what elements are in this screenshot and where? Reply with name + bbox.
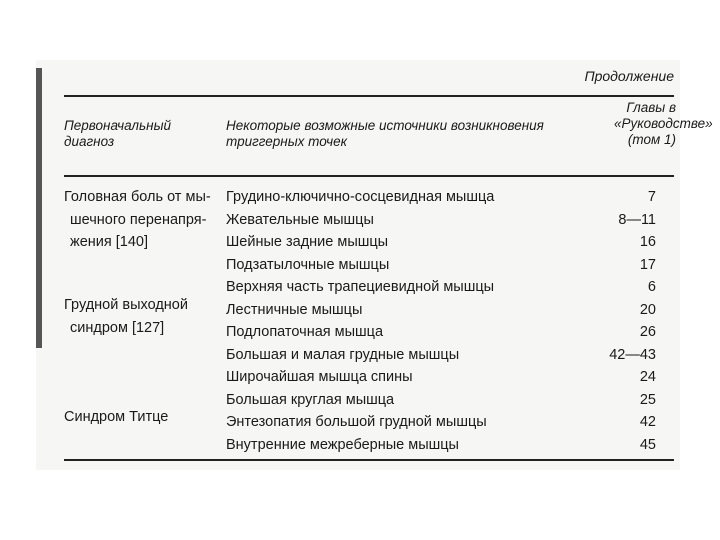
source-cell: Широчайшая мышца спины [226,369,413,385]
chapter-cell: 42—43 [609,346,656,363]
source-cell: Подлопаточная мышца [226,324,384,340]
diagnosis-line: жения [140] [70,234,149,250]
source-cell: Подзатылочные мышцы [226,256,390,273]
chapter-cell: 17 [639,256,656,273]
table-row [226,389,656,412]
diagnosis-line: шечного перенапря- [70,211,207,228]
table-body [226,186,656,456]
table-row [226,186,656,209]
table-row [226,276,656,299]
chapter-cell: 6 [647,279,656,295]
source-cell: Энтезопатия большой грудной мышцы [226,414,487,430]
chapter-cell: 25 [639,391,656,408]
chapter-cell: 16 [639,234,656,250]
table-row [226,434,656,457]
table-row [226,231,656,254]
header-diagnosis: Первоначальный диагноз [64,118,172,149]
source-cell: Жевательные мышцы [226,211,374,228]
source-cell: Большая и малая грудные мышцы [226,346,460,363]
chapter-cell: 7 [647,189,656,205]
chapter-cell: 42 [639,414,656,430]
table-row [226,321,656,344]
table-top-rule [64,95,674,97]
table-bottom-rule [64,459,674,461]
table-header-rule [64,175,674,177]
diagnosis-tension-headache [64,186,224,254]
continued-label: Продолжение [584,68,674,84]
table-row [226,344,656,367]
source-cell: Большая круглая мышца [226,391,395,408]
diagnosis-tietze [64,406,224,429]
table-row [226,299,656,322]
diagnosis-line: Синдром Титце [64,409,169,425]
page-edge-shadow [36,68,42,348]
diagnosis-line: синдром [127] [70,319,165,336]
diagnosis-line: Головная боль от мы- [64,189,211,205]
chapter-cell: 8—11 [618,211,656,228]
chapter-cell: 20 [639,301,656,318]
header-sources: Некоторые возможные источники возникновения триггерных точек [226,118,544,149]
diagnosis-thoracic-outlet [64,294,224,339]
chapter-cell: 24 [639,369,656,385]
table-row [226,254,656,277]
table-row [226,209,656,232]
table-row [226,411,656,434]
source-cell: Шейные задние мышцы [226,234,389,250]
source-cell: Верхняя часть трапециевидной мышцы [226,279,495,295]
source-cell: Внутренние межреберные мышцы [226,436,459,453]
table-row [226,366,656,389]
source-cell: Грудино-ключично-сосцевидная мышца [226,189,495,205]
header-chapters: Главы в «Руководстве» (том 1) [614,100,713,147]
source-cell: Лестничные мышцы [226,301,363,318]
chapter-cell: 45 [639,436,656,453]
chapter-cell: 26 [639,324,656,340]
diagnosis-line: Грудной выходной [64,297,188,313]
